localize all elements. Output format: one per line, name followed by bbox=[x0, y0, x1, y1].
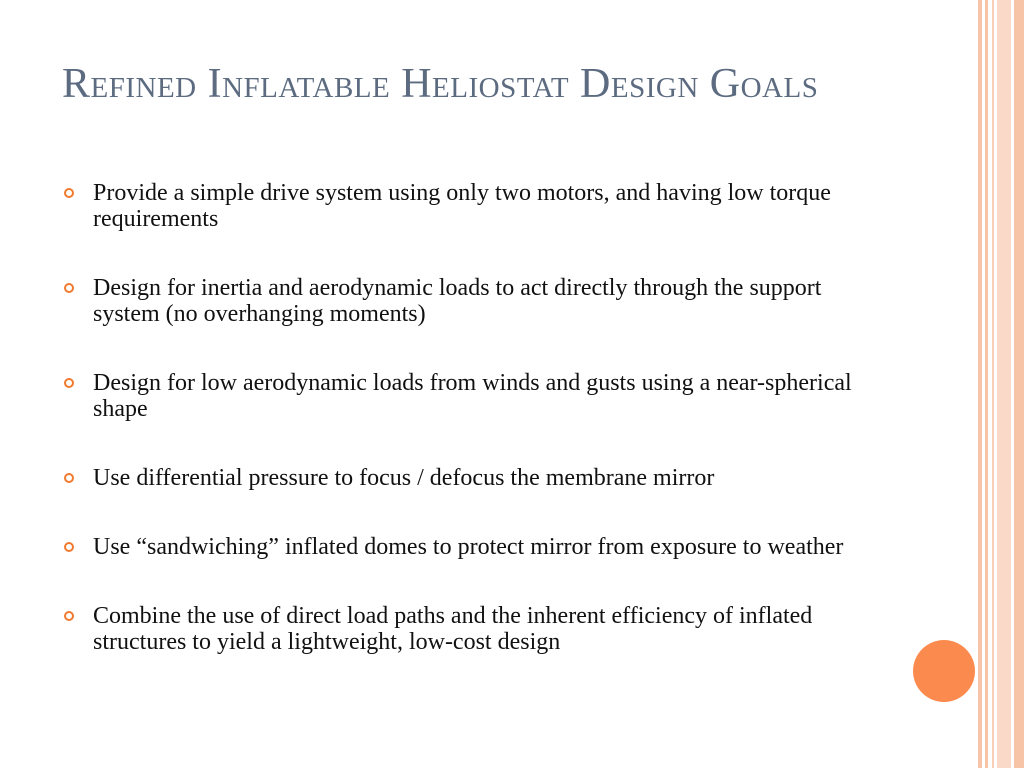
bullet-item bbox=[62, 275, 882, 327]
border-stripe bbox=[997, 0, 1011, 768]
ring-bullet-icon bbox=[64, 542, 74, 552]
ring-bullet-icon bbox=[64, 188, 74, 198]
ring-bullet-icon bbox=[64, 611, 74, 621]
ring-bullet-icon bbox=[64, 283, 74, 293]
bullet-item bbox=[62, 180, 882, 232]
border-stripe bbox=[992, 0, 994, 768]
bullet-text: Use “sandwiching” inflated domes to protect mirror from exposure to weather bbox=[93, 534, 844, 560]
ring-bullet-icon bbox=[64, 378, 74, 388]
bullet-text: Design for inertia and aerodynamic loads to act directly through the support system (no overhanging moments) bbox=[93, 275, 822, 327]
bullet-item bbox=[62, 465, 882, 491]
bullet-text: Combine the use of direct load paths and the inherent efficiency of inflated structures to yield a lightweight, low-cost design bbox=[93, 603, 813, 655]
bullet-list bbox=[62, 180, 882, 698]
bullet-item bbox=[62, 370, 882, 422]
border-stripe bbox=[1014, 0, 1024, 768]
border-stripe bbox=[978, 0, 982, 768]
ring-bullet-icon bbox=[64, 473, 74, 483]
bullet-item bbox=[62, 534, 882, 560]
border-stripe bbox=[985, 0, 988, 768]
orange-circle-icon bbox=[913, 640, 975, 702]
bullet-item bbox=[62, 603, 882, 655]
bullet-text: Design for low aerodynamic loads from winds and gusts using a near-spherical shape bbox=[93, 370, 852, 422]
slide-title: Refined Inflatable Heliostat Design Goals bbox=[62, 61, 819, 107]
bullet-text: Provide a simple drive system using only two motors, and having low torque requirements bbox=[93, 180, 831, 232]
bullet-text: Use differential pressure to focus / defocus the membrane mirror bbox=[93, 465, 715, 491]
